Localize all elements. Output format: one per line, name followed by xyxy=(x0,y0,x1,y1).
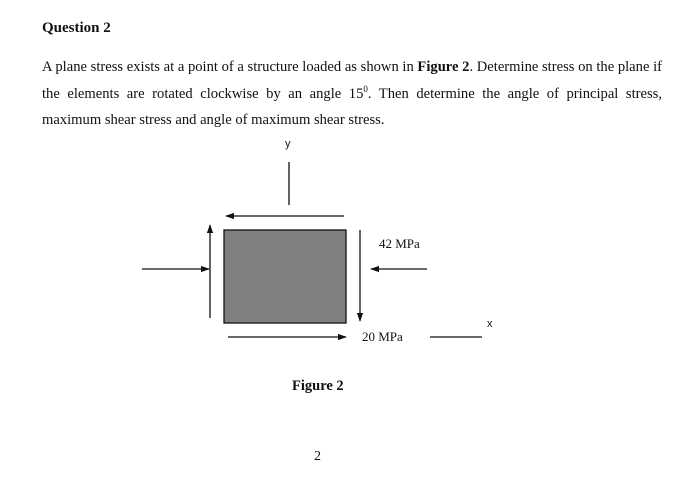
question-text-part-2: . Determine stress on the plane if the elements are rotated clockwise by an angle 15 xyxy=(42,59,662,102)
normal-stress-label: 42 MPa xyxy=(379,236,420,251)
y-axis-label: y xyxy=(285,138,291,150)
question-text-part-1: A plane stress exists at a point of a structure loaded as shown in xyxy=(42,59,418,75)
shear-stress-label: 20 MPa xyxy=(362,329,403,344)
figure-reference: Figure 2 xyxy=(417,59,470,75)
question-heading: Question 2 xyxy=(42,20,111,36)
page-number: 2 xyxy=(314,449,321,464)
angle-degree-superscript: 0 xyxy=(363,83,368,94)
stress-element-square xyxy=(224,230,346,323)
x-axis-label: x xyxy=(487,318,493,330)
question-text-part-3: . Then determine the angle of principal stress, maximum shear stress and angle of maximum shear stress. xyxy=(42,85,662,128)
figure-caption: Figure 2 xyxy=(292,378,344,394)
